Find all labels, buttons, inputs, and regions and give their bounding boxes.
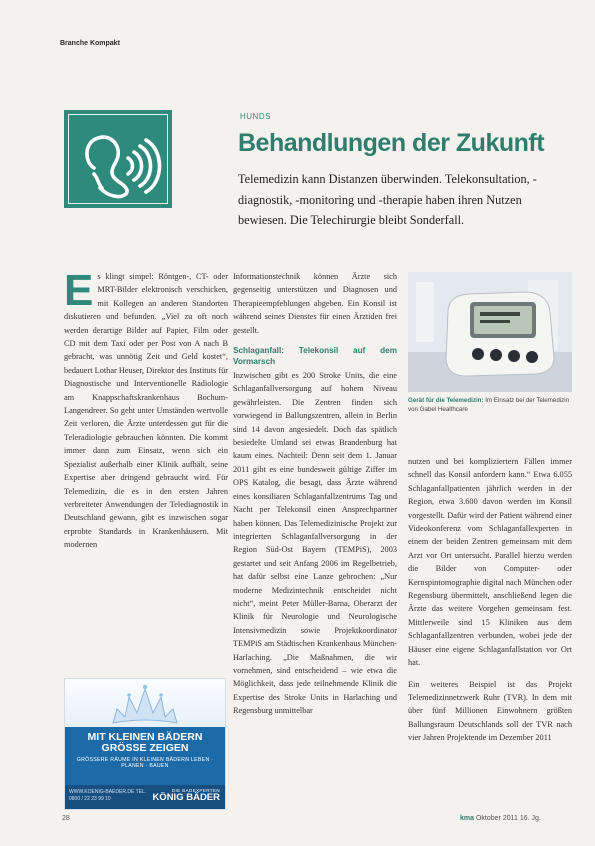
ad-headline-band — [65, 727, 225, 785]
body-paragraph: s klingt simpel: Röntgen-, CT- oder MRT-Bilder elektronisch verschicken, mit Kollegen an anderen Standorten diskutieren und befunden. „Viel zu oft noch werden derartige Bilder auf Papier, Film oder CD mit dem Taxi oder per Post von A nach B gebracht, was unnötig Zeit und Geld kostet“, bedauert Lothar Heuser, Direktor des Instituts für Diagnostische und Interventionelle Radiologie am Knappschaftskrankenhaus Bochum-Langendreer. So geht unter Umständen wertvolle Zeit verloren, die Ärzte unterdessen gut für die Teleradiologie gebrauchen könnten. Die kommt immer dann zum Einsatz, wenn sich ein Spezialist außerhalb einer Klinik aufhält, seine Expertise aber dringend gebraucht wird. Für Telemedizin, die es in den ersten Jahren verbreiteter Anwendungen der Telediagnostik in Deutschland gewann, gibt es inzwischen sogar erprobte Standards in Krankenhäusern. Mit modernen — [64, 272, 228, 550]
caption-text: Im Einsatz bei der Telemedizin von Gabel Healthcare — [408, 397, 570, 413]
article-kicker: HUNDS — [240, 112, 271, 121]
body-paragraph: Inzwischen gibt es 200 Stroke Units, die eine Schlaganfallversorgung auf hohem Niveau gewährleisten. Die Zentren finden sich vorwiegend in Ballungszentren, allein in Berlin sind 14 davon angesiedelt. Doch das spätlich besiedelte Umland sei etwas Brandenburg hat kaum eines. Nachteil: Denn seit dem 1. Januar 2011 gibt es eine bundesweit gültige Ziffer im OPS Katalog, die besagt, dass Ärzte während eines konsiliaren Schlaganfallzentrums Tag und Nacht per Telekonsil einen Ansprechpartner haben können. Das Telemedizinische Projekt zur integrierten Schlaganfallversorgung in der Region Süd-Ost Bayern (TEMPiS), 2003 gestartet und seit Anfang 2006 im Regelbetrieb, hat dafür selbst eine Lanze gebrochen: „Nur moderne Medizintechnik entscheidet nicht nicht“, meint Peter Müller-Barna, Oberarzt der Klinik für Neurologie und Neurologische Intensivmedizin sowie Projektkoordinator TEMPiS am Städtischen Krankenhaus München-Harlaching. „Die Maßnahmen, die wir vornehmen, sind entscheidend – wie etwa die Möglichkeit, dass jede teilnehmende Klinik die Expertise des Stroke Units in Harlaching und Regensburg unmittelbar — [233, 371, 397, 716]
ad-footer-band — [65, 785, 225, 809]
body-paragraph: Ein weiteres Beispiel ist das Projekt Telemedizinnetzwerk Ruhr (TVR). In dem mit über fünf Millionen Einwohnern größten Ballungsraum Deutschlands soll der TVR nach vier Jahren Projektende im Dezember 2011 — [408, 679, 572, 743]
body-paragraph: Informationstechnik können Ärzte sich gegenseitig unterstützen und Diagnosen und Therapieempfehlungen abgeben. Ein Konsil ist während seines Dienstes für einen Ärztiden frei gestellt. — [233, 272, 397, 335]
article-title: Behandlungen der Zukunft — [238, 129, 545, 157]
magazine-name: kma — [460, 815, 475, 822]
section-subhead: Schlaganfall: Telekonsil auf dem Vormarsch — [233, 346, 397, 367]
telemedicine-head-signal-icon — [64, 110, 172, 208]
water-crown-icon — [65, 679, 225, 727]
section-header: Branche Kompakt — [60, 40, 120, 47]
advertisement[interactable] — [64, 678, 226, 810]
ad-brand — [152, 788, 220, 803]
article-lead: Telemedizin kann Distanzen überwinden. Telekonsultation, -diagnostik, -monitoring und -therapie haben ihren Nutzen bewiesen. Die Telechirurgie bleibt Sonderfall. — [238, 172, 537, 227]
ad-headline: MIT KLEINEN BÄDERN GRÖSSE ZEIGEN — [87, 731, 203, 754]
drop-cap: E — [64, 270, 94, 315]
photo-caption — [408, 396, 572, 414]
device-photo — [408, 272, 572, 392]
text-column-2 — [233, 270, 397, 815]
volume: 16. Jg. — [519, 815, 541, 822]
caption-label: Gerät für die Telemedizin: — [408, 397, 484, 404]
body-paragraph: nutzen und bei kompliziertern Fällen immer schnell das Konsil anfordern kann.“ Etwa 6.055 Schlaganfallpatienten jährlich werden in der Region, etwa 3.600 davon werden im Konsil vorgestellt. Dafür wird der Patient während einer Videokonferenz vom Schlaganfallexperten in einem der beiden Zentren gemeinsam mit dem Arzt vor Ort untersucht. Parallel hierzu werden die Bilder von Computer- oder Kernspintomographie digital nach München oder Regensburg übermittelt, anschließend legen die Ärzte das weitere Vorgehen gemeinsam fest. Mittlerweile sind 15 Kliniken aus dem Schlaganfallzentren verbunden, wobei jede der Häuser eine eigene Schlaganfallstation vor Ort hat. — [408, 457, 572, 668]
footer-issue — [460, 815, 541, 822]
ad-crown-area — [65, 679, 225, 727]
issue-date: Oktober 2011 — [475, 815, 518, 822]
telemedicine-device-image — [408, 272, 572, 392]
ad-url[interactable]: WWW.KOENIG-BAEDER.DE TEL. 0800 / 22 23 99 10 — [69, 789, 147, 802]
text-column-3 — [408, 455, 572, 815]
ad-brand-tagline: DIE BADEXPERTEN — [171, 788, 220, 793]
ad-brand-name: KÖNIG BÄDER — [152, 792, 220, 803]
ad-subline: GRÖSSERE RÄUME IN KLEINEN BÄDERN LEBEN · PLANEN · BAUEN — [76, 757, 214, 769]
telemedicine-logo — [64, 110, 172, 208]
page-number-left: 28 — [62, 815, 70, 822]
text-column-1 — [64, 270, 228, 678]
